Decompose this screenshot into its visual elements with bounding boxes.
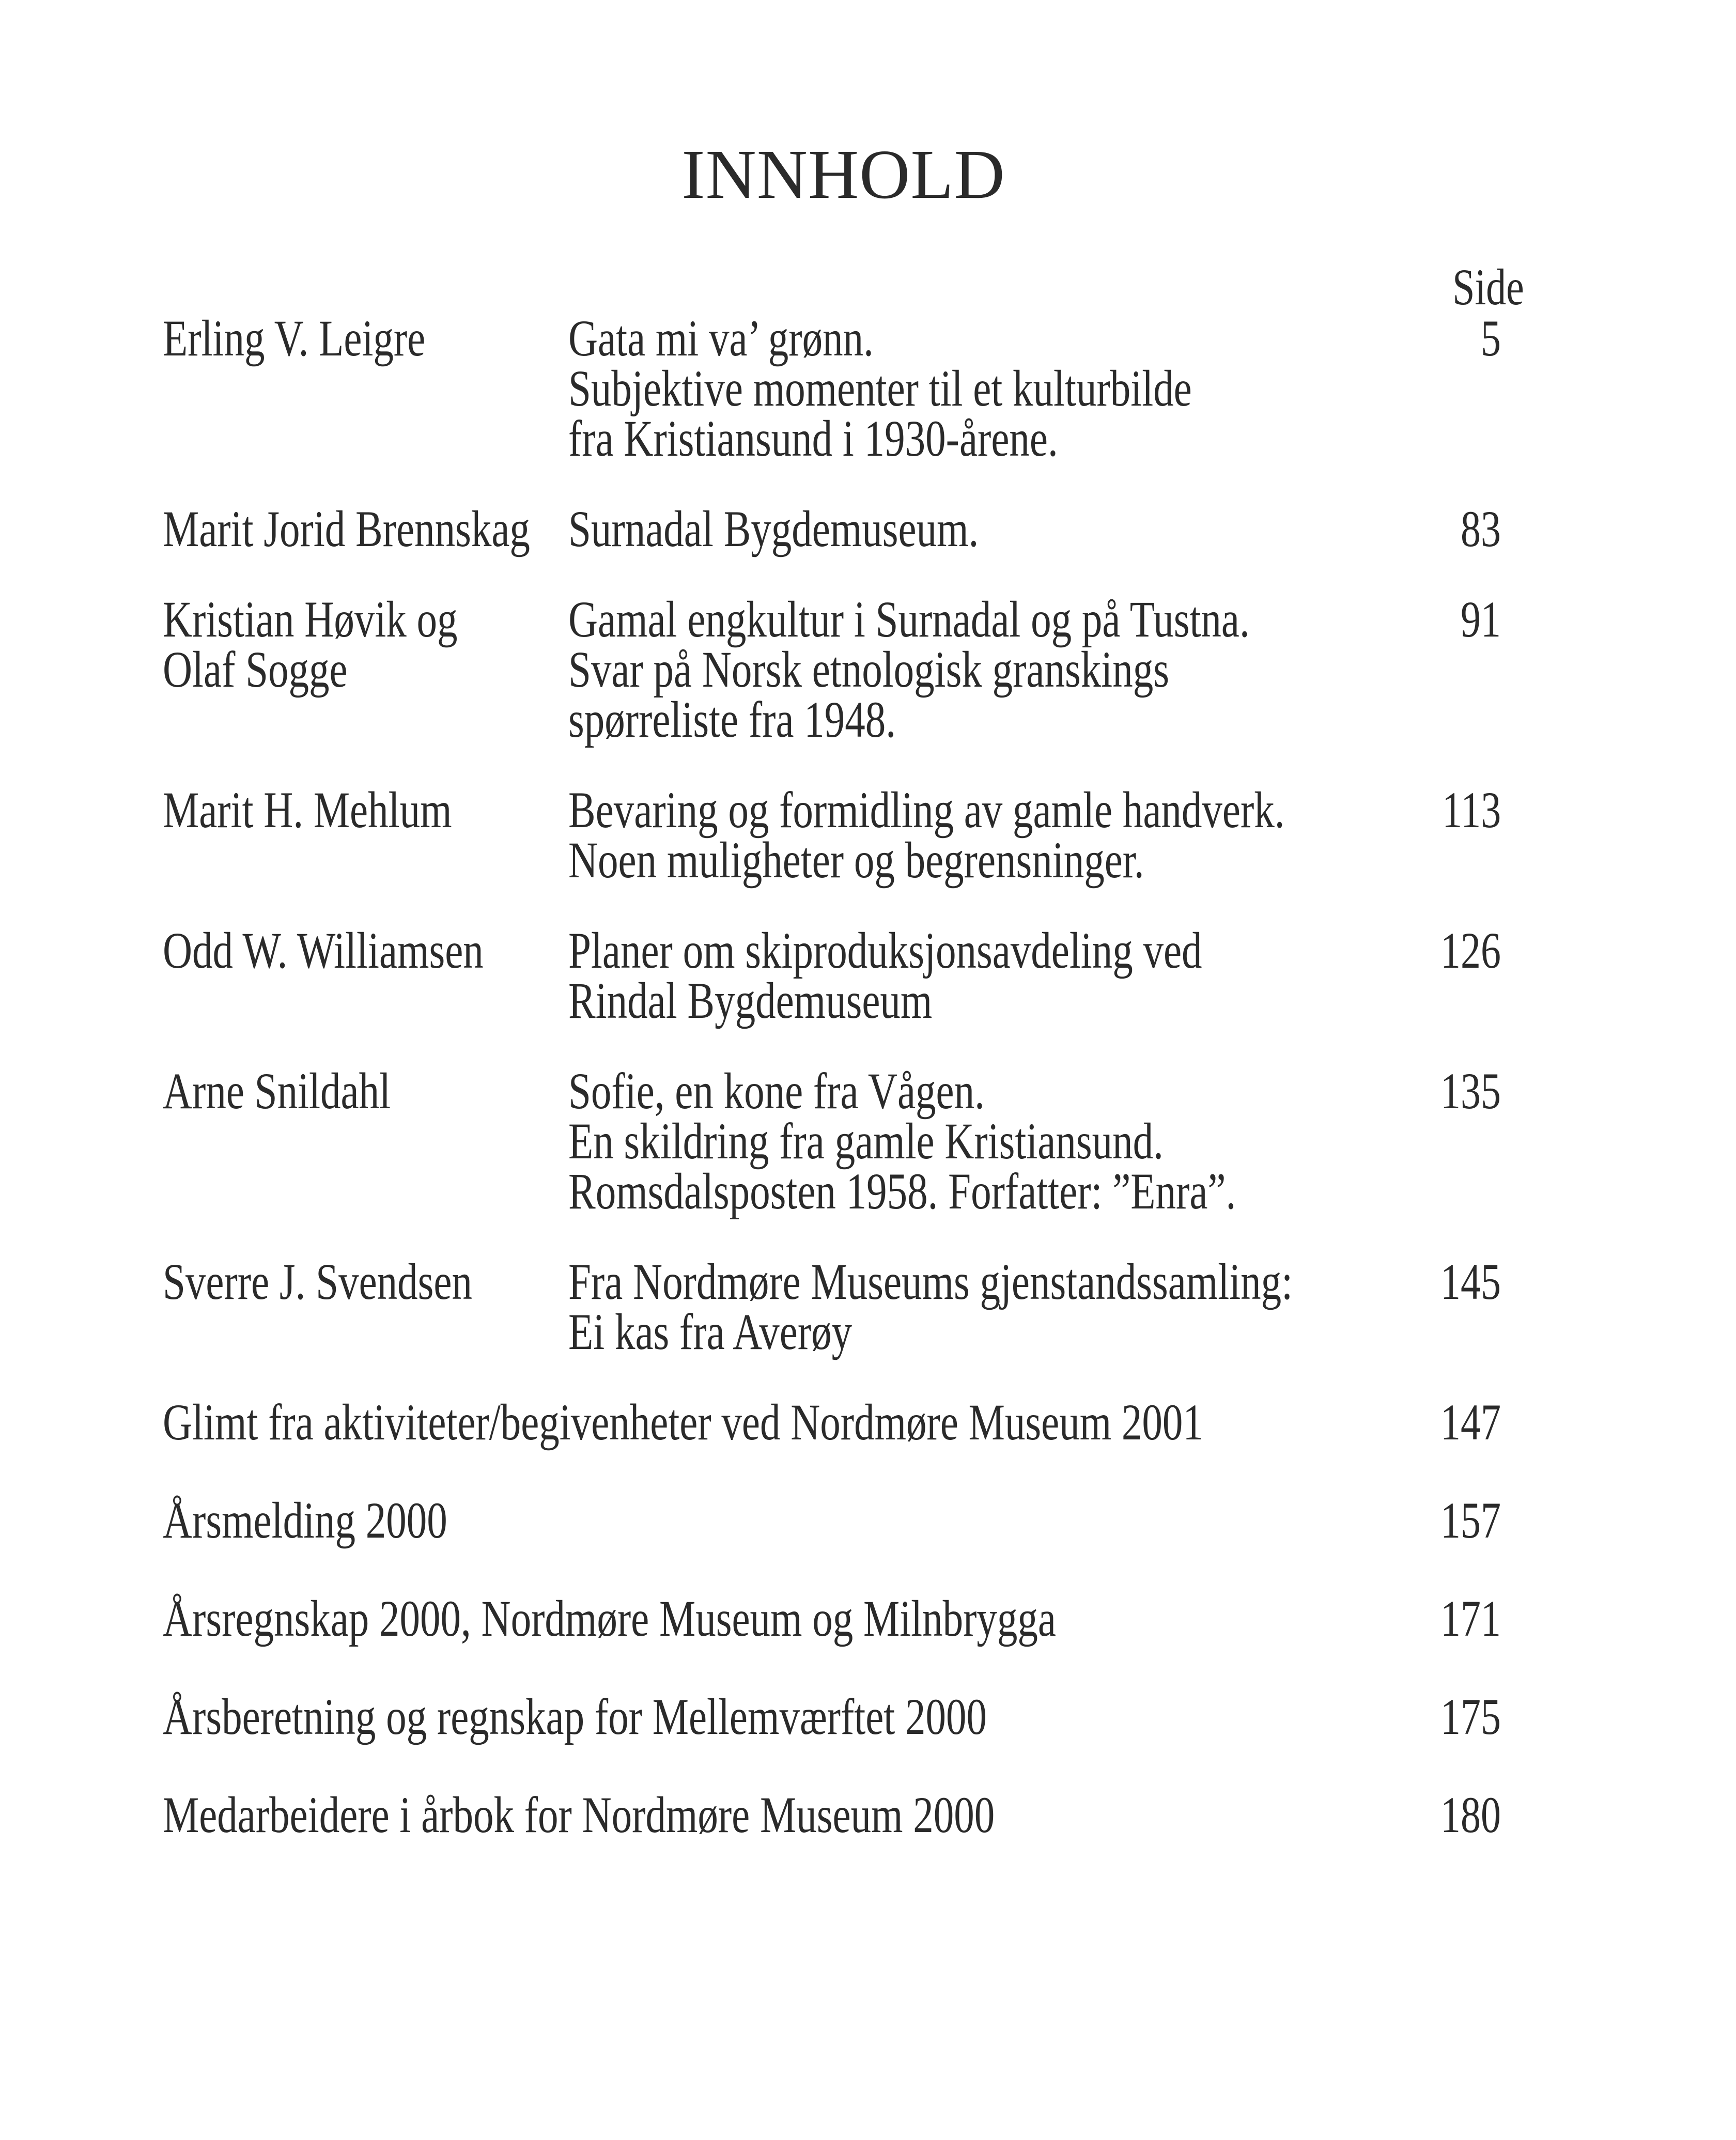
entry-title-line	[568, 922, 1405, 979]
entry-title-line-text: Surnadal Bygdemuseum.	[568, 500, 979, 557]
page-number-text: 157	[1440, 1492, 1501, 1549]
author-line	[163, 1253, 568, 1310]
page-number-text: 126	[1440, 922, 1501, 979]
page-number	[1405, 922, 1524, 979]
toc-entry	[163, 591, 1524, 748]
author-line-text: Olaf Sogge	[163, 641, 348, 698]
page-number-text: 135	[1440, 1062, 1501, 1120]
page-number	[1405, 1492, 1524, 1549]
entry-title-line	[568, 1253, 1405, 1310]
entry-title-line-text: Ei kas fra Averøy	[568, 1303, 853, 1360]
entry-title-line-text: Gata mi va’ grønn.	[568, 309, 874, 367]
page-number	[1405, 1688, 1524, 1745]
author-line-text: Erling V. Leigre	[163, 309, 426, 367]
section-label-text: Årsmelding 2000	[163, 1492, 447, 1549]
author-line-text: Marit Jorid Brennskag	[163, 500, 530, 557]
page-number	[1405, 1590, 1524, 1647]
author-line	[163, 781, 568, 839]
entry-title-line	[568, 1303, 1405, 1360]
toc-entry	[163, 922, 1524, 1029]
author-name	[163, 1253, 568, 1310]
section-label	[163, 1492, 1405, 1549]
author-line	[163, 500, 568, 557]
section-label-text: Årsregnskap 2000, Nordmøre Museum og Milnbrygga	[163, 1590, 1056, 1647]
section-label	[163, 1688, 1405, 1745]
entry-title-line-text: spørreliste fra 1948.	[568, 691, 896, 748]
page-number	[1405, 1393, 1524, 1451]
section-label-text: Medarbeidere i årbok for Nordmøre Museum 2000	[163, 1786, 995, 1843]
page-number-text: 83	[1461, 500, 1501, 557]
entry-title-line-text: Planer om skiproduksjonsavdeling ved	[568, 922, 1202, 979]
entry-title-line-text: Fra Nordmøre Museums gjenstandssamling:	[568, 1253, 1293, 1310]
entry-title-line-text: Subjektive momenter til et kulturbilde	[568, 360, 1192, 417]
toc-entry	[163, 781, 1524, 889]
entry-title-line-text: Sofie, en kone fra Vågen.	[568, 1062, 985, 1120]
entry-title-line-text: Svar på Norsk etnologisk granskings	[568, 641, 1169, 698]
author-name	[163, 500, 568, 557]
author-line	[163, 1062, 568, 1120]
entry-title-line-text: fra Kristiansund i 1930-årene.	[568, 410, 1058, 467]
entry-title-line	[568, 641, 1405, 698]
toc-section-row	[163, 1492, 1524, 1549]
entry-title-line-text: Romsdalsposten 1958. Forfatter: ”Enra”.	[568, 1162, 1236, 1220]
section-label	[163, 1590, 1405, 1647]
entry-title	[568, 500, 1405, 557]
page-number-text: 113	[1442, 781, 1501, 839]
author-line	[163, 641, 568, 698]
entry-title-line	[568, 691, 1405, 748]
section-label	[163, 1786, 1405, 1843]
entry-title-line-text: Bevaring og formidling av gamle handverk.	[568, 781, 1285, 839]
entry-title	[568, 781, 1405, 889]
entry-title-line	[568, 1162, 1405, 1220]
page-number	[1405, 1062, 1524, 1120]
author-name	[163, 1062, 568, 1120]
toc-articles	[163, 309, 1524, 1360]
entry-title-line-text: Rindal Bygdemuseum	[568, 972, 933, 1029]
page-number	[1405, 309, 1524, 367]
toc-entry	[163, 500, 1524, 557]
entry-title-line	[568, 1112, 1405, 1170]
page-number	[1405, 1253, 1524, 1310]
section-label-text: Årsberetning og regnskap for Mellemværftet 2000	[163, 1688, 987, 1745]
page-number-text: 175	[1440, 1688, 1501, 1745]
page-number-text: 91	[1461, 591, 1501, 648]
toc-section-row	[163, 1688, 1524, 1745]
toc-section-row	[163, 1590, 1524, 1647]
page-number	[1405, 781, 1524, 839]
entry-title	[568, 309, 1405, 467]
toc-entry	[163, 1062, 1524, 1220]
section-label	[163, 1393, 1405, 1451]
entry-title-line	[568, 831, 1405, 889]
entry-title-line	[568, 591, 1405, 648]
toc-section-row	[163, 1393, 1524, 1451]
author-line-text: Kristian Høvik og	[163, 591, 458, 648]
entry-title-line	[568, 309, 1405, 367]
toc-section-row	[163, 1786, 1524, 1843]
page-number	[1405, 1786, 1524, 1843]
page-content	[163, 0, 1524, 1843]
entry-title	[568, 1253, 1405, 1360]
entry-title-line-text: Gamal engkultur i Surnadal og på Tustna.	[568, 591, 1250, 648]
entry-title-line	[568, 410, 1405, 467]
author-line	[163, 922, 568, 979]
page-number-text: 171	[1440, 1590, 1501, 1647]
author-line	[163, 591, 568, 648]
page-number	[1405, 591, 1524, 648]
entry-title	[568, 1062, 1405, 1220]
entry-title	[568, 922, 1405, 1029]
page-number-text: 147	[1440, 1393, 1501, 1451]
author-name	[163, 591, 568, 698]
author-name	[163, 781, 568, 839]
entry-title	[568, 591, 1405, 748]
toc-entry	[163, 309, 1524, 467]
entry-title-line	[568, 500, 1405, 557]
page-title: INNHOLD	[681, 136, 1005, 213]
author-line-text: Arne Snildahl	[163, 1062, 391, 1120]
author-line-text: Odd W. Williamsen	[163, 922, 484, 979]
entry-title-line	[568, 360, 1405, 417]
entry-title-line	[568, 781, 1405, 839]
page-number-text: 145	[1440, 1253, 1501, 1310]
entry-title-line-text: Noen muligheter og begrensninger.	[568, 831, 1144, 889]
toc-entry	[163, 1253, 1524, 1360]
side-column-header: Side	[1452, 258, 1524, 316]
author-line-text: Sverre J. Svendsen	[163, 1253, 472, 1310]
entry-title-line-text: En skildring fra gamle Kristiansund.	[568, 1112, 1164, 1170]
author-name	[163, 922, 568, 979]
toc-sections	[163, 1393, 1524, 1843]
author-name	[163, 309, 568, 367]
section-label-text: Glimt fra aktiviteter/begivenheter ved Nordmøre Museum 2001	[163, 1393, 1203, 1451]
toc-list	[163, 309, 1524, 1843]
page-number-text: 5	[1481, 309, 1501, 367]
author-line	[163, 309, 568, 367]
page-number-text: 180	[1440, 1786, 1501, 1843]
entry-title-line	[568, 1062, 1405, 1120]
author-line-text: Marit H. Mehlum	[163, 781, 452, 839]
page-number	[1405, 500, 1524, 557]
entry-title-line	[568, 972, 1405, 1029]
